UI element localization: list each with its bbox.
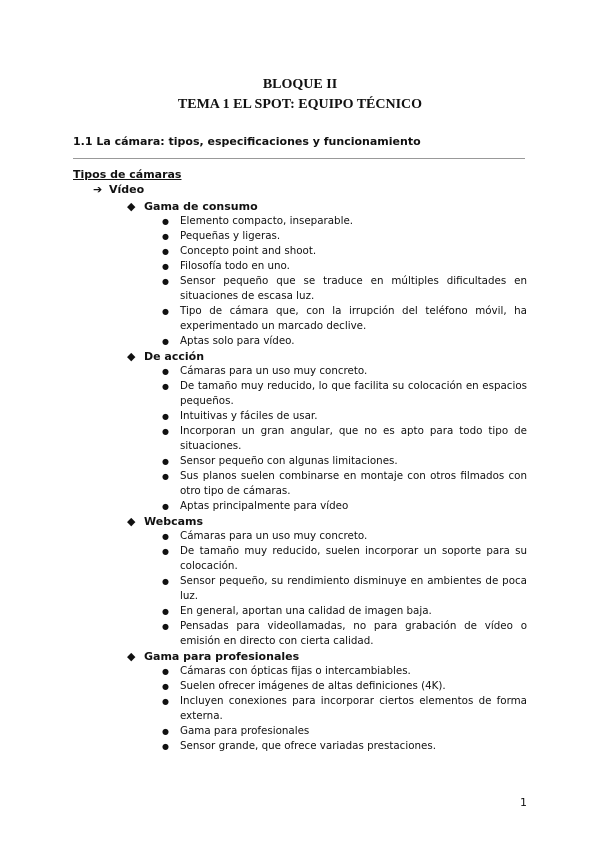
list-item-text: Incluyen conexiones para incorporar ciertos elementos de forma externa. <box>180 695 527 722</box>
bullet-list <box>127 529 527 649</box>
list-item <box>127 739 527 754</box>
dot-bullet-icon: ● <box>162 427 169 436</box>
category-block <box>127 649 527 754</box>
list-item <box>127 274 527 304</box>
list-item <box>127 469 527 499</box>
list-item <box>127 244 527 259</box>
subheading: Tipos de cámaras <box>73 168 182 181</box>
dot-bullet-icon: ● <box>162 667 169 676</box>
dot-bullet-icon: ● <box>162 412 169 421</box>
dot-bullet-icon: ● <box>162 472 169 481</box>
dot-bullet-icon: ● <box>162 247 169 256</box>
dot-bullet-icon: ● <box>162 727 169 736</box>
dot-bullet-icon: ● <box>162 457 169 466</box>
category-label: Gama de consumo <box>144 200 258 213</box>
list-item <box>127 694 527 724</box>
list-item-text: Sensor pequeño, su rendimiento disminuye en ambientes de poca luz. <box>180 575 527 602</box>
list-item <box>127 619 527 649</box>
list-item <box>127 604 527 619</box>
bullet-list <box>127 214 527 349</box>
category-heading <box>127 199 527 214</box>
dot-bullet-icon: ● <box>162 607 169 616</box>
list-item-text: Cámaras para un uso muy concreto. <box>180 530 368 542</box>
list-item-text: De tamaño muy reducido, suelen incorporar un soporte para su colocación. <box>180 545 527 572</box>
category-label: Gama para profesionales <box>144 650 300 663</box>
list-item-text: Sensor grande, que ofrece variadas prestaciones. <box>180 740 436 752</box>
dot-bullet-icon: ● <box>162 337 169 346</box>
list-item <box>127 574 527 604</box>
dot-bullet-icon: ● <box>162 577 169 586</box>
bullet-list <box>127 364 527 514</box>
list-item-text: Elemento compacto, inseparable. <box>180 215 354 227</box>
dot-bullet-icon: ● <box>162 547 169 556</box>
bullet-list <box>127 664 527 754</box>
document-title-line2: TEMA 1 EL SPOT: EQUIPO TÉCNICO <box>177 97 423 112</box>
list-item <box>127 499 527 514</box>
category-heading <box>127 649 527 664</box>
list-item-text: Tipo de cámara que, con la irrupción del teléfono móvil, ha experimentado un marcado declive. <box>180 305 527 332</box>
list-item <box>127 364 527 379</box>
arrow-icon: ➔ <box>93 183 103 196</box>
list-item <box>127 259 527 274</box>
list-item <box>127 454 527 469</box>
list-item-text: Pensadas para videollamadas, no para grabación de vídeo o emisión en directo con cierta calidad. <box>180 620 527 647</box>
category-heading <box>127 349 527 364</box>
dot-bullet-icon: ● <box>162 622 169 631</box>
dot-bullet-icon: ● <box>162 217 169 226</box>
list-item-text: Sus planos suelen combinarse en montaje con otros filmados con otro tipo de cámaras. <box>180 470 527 497</box>
list-item <box>127 544 527 574</box>
category-block <box>127 199 527 349</box>
list-item-text: Aptas principalmente para vídeo <box>180 500 349 512</box>
list-item-text: Gama para profesionales <box>180 725 310 737</box>
category-heading <box>127 514 527 529</box>
list-item-text: Filosofía todo en uno. <box>180 260 290 272</box>
section-title: 1.1 La cámara: tipos, especificaciones y funcionamiento <box>73 135 421 148</box>
list-item-text: Intuitivas y fáciles de usar. <box>180 410 318 422</box>
list-item-text: Pequeñas y ligeras. <box>180 230 281 242</box>
list-item <box>127 304 527 334</box>
list-item <box>127 229 527 244</box>
dot-bullet-icon: ● <box>162 307 169 316</box>
dot-bullet-icon: ● <box>162 367 169 376</box>
category-label: De acción <box>144 350 205 363</box>
list-item-text: Aptas solo para vídeo. <box>180 335 295 347</box>
diamond-bullet-icon: ◆ <box>127 515 136 528</box>
dot-bullet-icon: ● <box>162 742 169 751</box>
page-number: 1 <box>520 796 527 809</box>
list-item-text: Sensor pequeño con algunas limitaciones. <box>180 455 398 467</box>
dot-bullet-icon: ● <box>162 532 169 541</box>
list-item-text: Sensor pequeño que se traduce en múltiples dificultades en situaciones de escasa luz. <box>180 275 527 302</box>
list-item <box>127 334 527 349</box>
diamond-bullet-icon: ◆ <box>127 650 136 663</box>
dot-bullet-icon: ● <box>162 382 169 391</box>
list-item-text: Cámaras para un uso muy concreto. <box>180 365 368 377</box>
horizontal-rule <box>73 158 525 159</box>
category-block <box>127 349 527 514</box>
list-item-text: Suelen ofrecer imágenes de altas definiciones (4K). <box>180 680 446 692</box>
list-item-text: Concepto point and shoot. <box>180 245 317 257</box>
dot-bullet-icon: ● <box>162 232 169 241</box>
list-item <box>127 679 527 694</box>
list-item <box>127 724 527 739</box>
category-label: Webcams <box>144 515 204 528</box>
list-item-text: Incorporan un gran angular, que no es apto para todo tipo de situaciones. <box>180 425 527 452</box>
document-title-line1: BLOQUE II <box>262 77 338 92</box>
dot-bullet-icon: ● <box>162 277 169 286</box>
dot-bullet-icon: ● <box>162 682 169 691</box>
category-block <box>127 514 527 649</box>
list-item <box>127 379 527 409</box>
level1-label: Vídeo <box>109 183 145 196</box>
diamond-bullet-icon: ◆ <box>127 200 136 213</box>
dot-bullet-icon: ● <box>162 502 169 511</box>
list-item <box>127 529 527 544</box>
list-item-text: En general, aportan una calidad de imagen baja. <box>180 605 432 617</box>
list-item <box>127 664 527 679</box>
level1-heading <box>93 183 144 196</box>
list-item-text: Cámaras con ópticas fijas o intercambiables. <box>180 665 411 677</box>
list-item-text: De tamaño muy reducido, lo que facilita su colocación en espacios pequeños. <box>180 380 527 407</box>
category-list <box>127 199 527 754</box>
dot-bullet-icon: ● <box>162 697 169 706</box>
list-item <box>127 409 527 424</box>
dot-bullet-icon: ● <box>162 262 169 271</box>
diamond-bullet-icon: ◆ <box>127 350 136 363</box>
list-item <box>127 424 527 454</box>
list-item <box>127 214 527 229</box>
